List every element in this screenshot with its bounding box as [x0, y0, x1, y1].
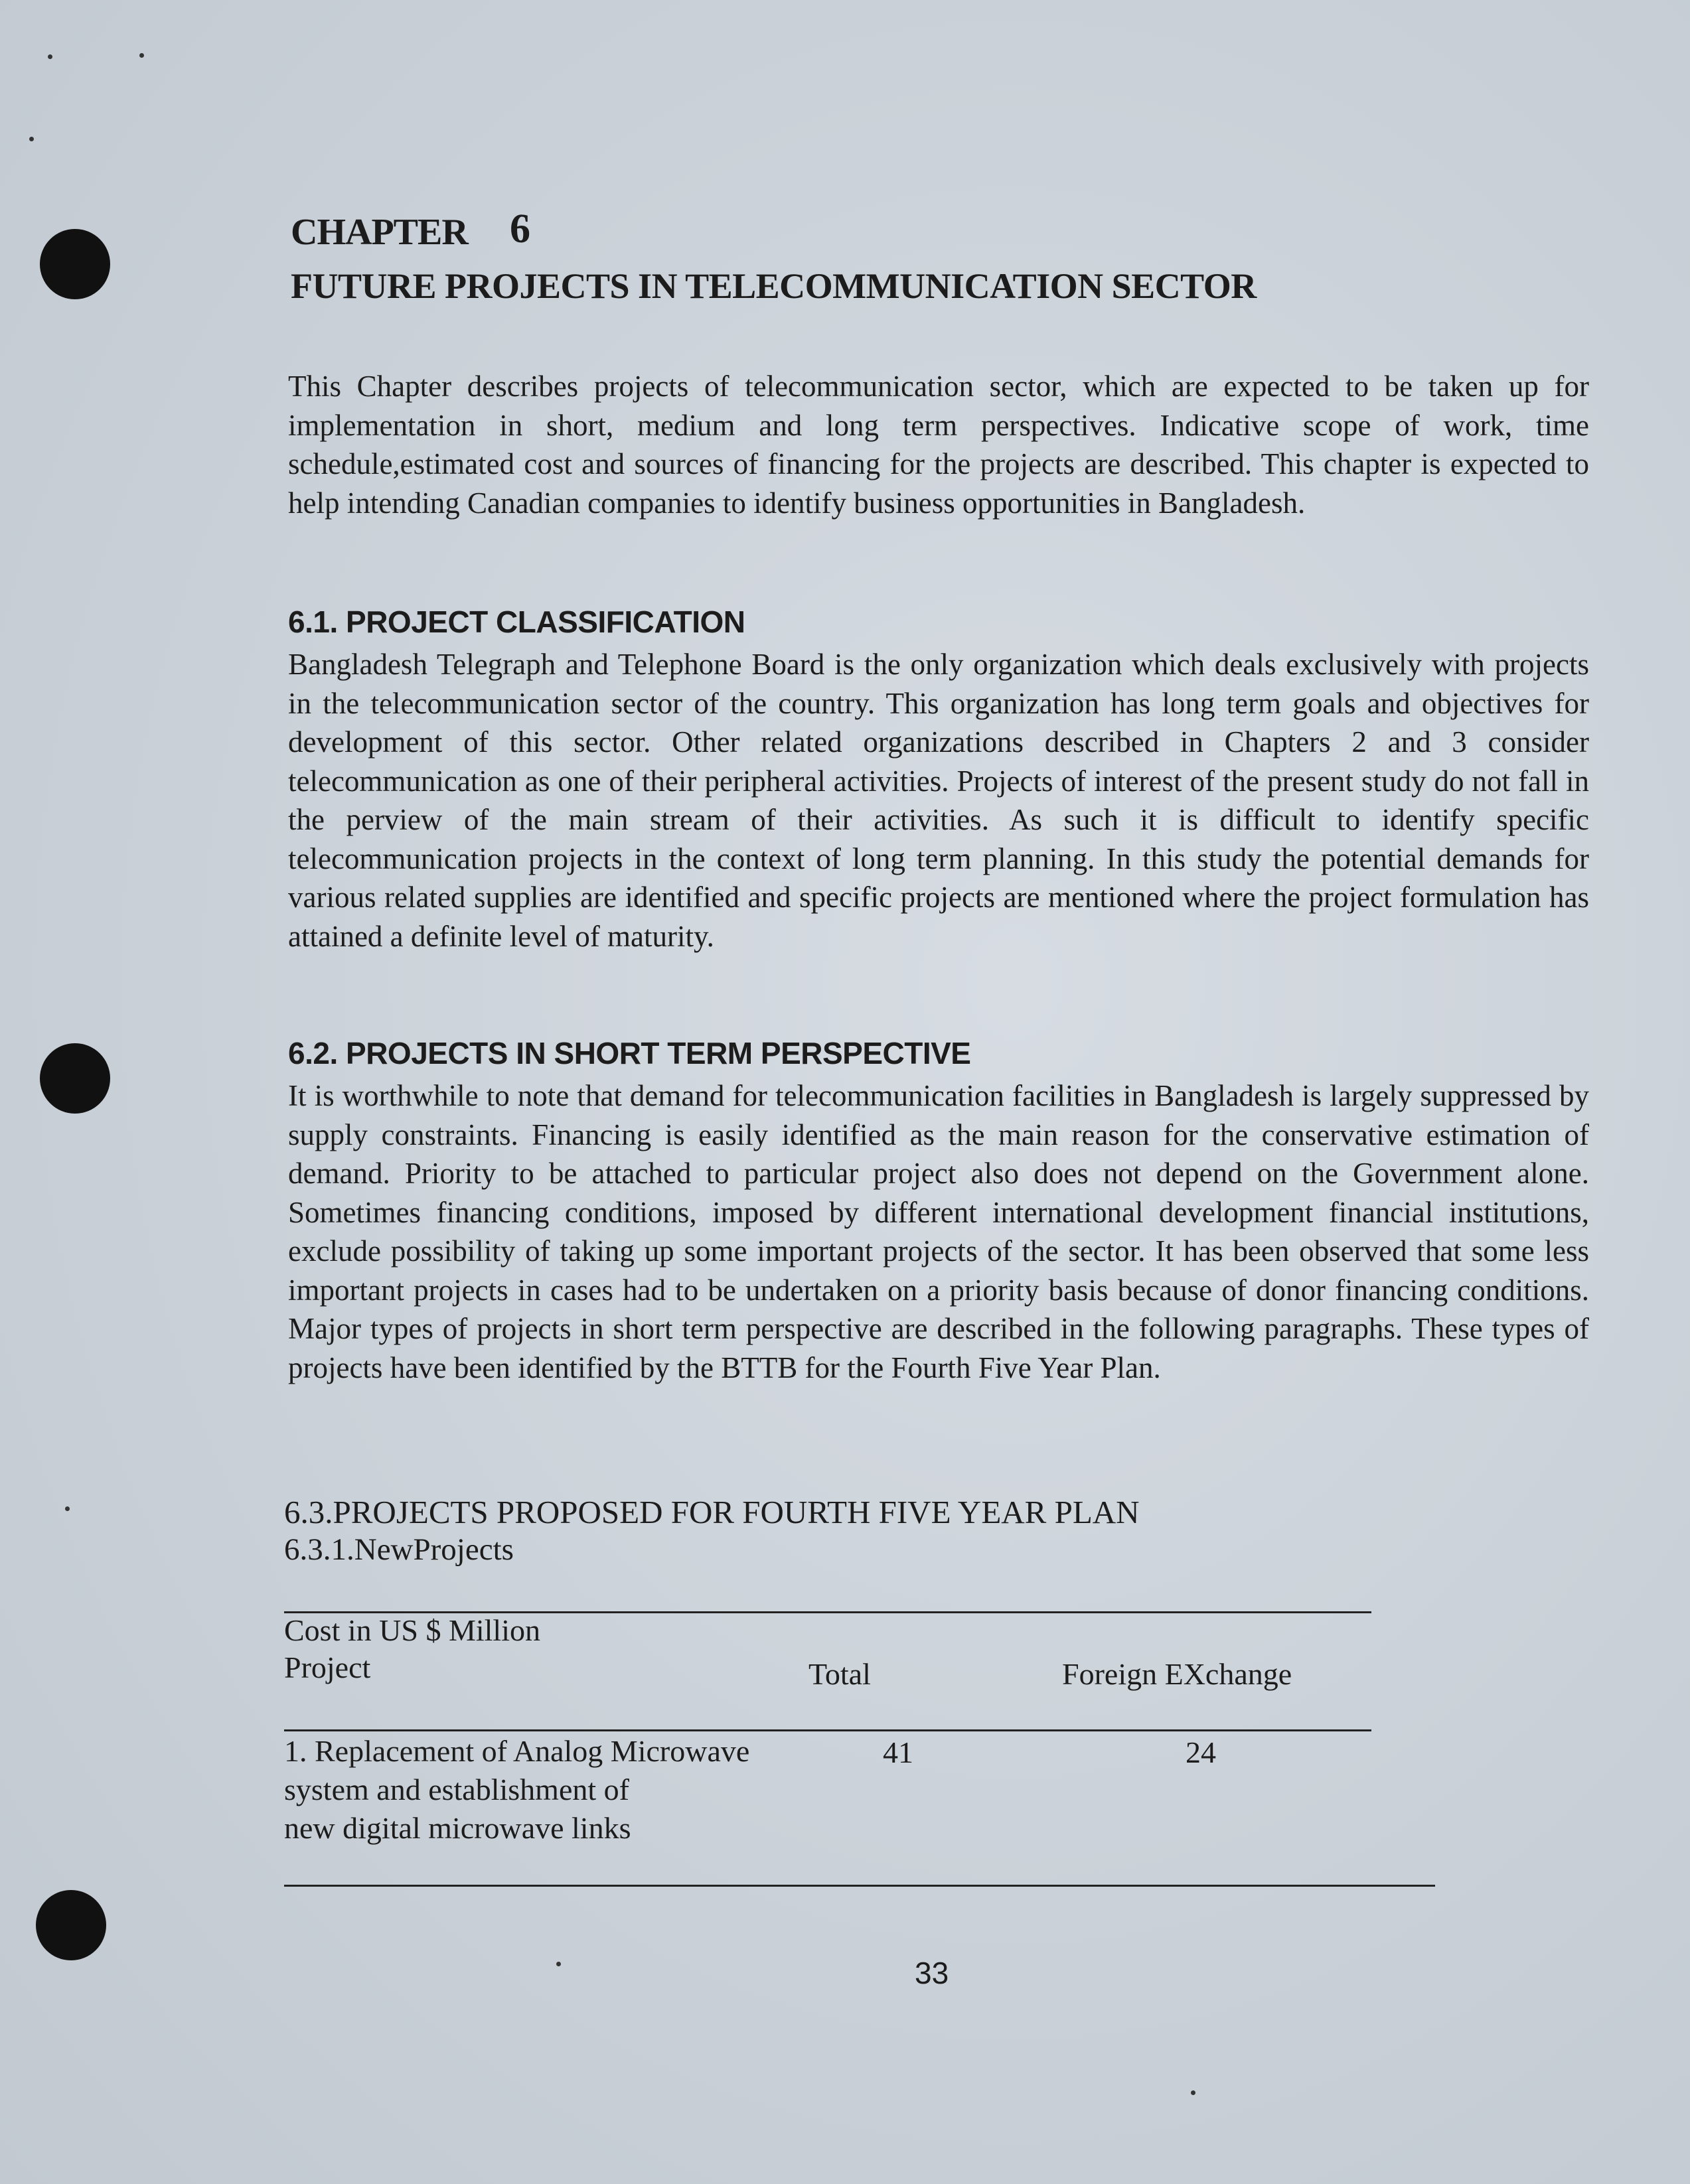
- page-number: 33: [915, 1956, 949, 1990]
- section-6-1-body: Bangladesh Telegraph and Telephone Board is the only organization which deals exclusively with projects in the telecommunication sector of the country. This organization has long term goals and objectives for development of this sector. Other related organizations described in Chapters 2 and 3 consider telecommunication as one of their peripheral activities. Projects of interest of the present study do not fall in the perview of the main stream of their activities. As such it is difficult to identify specific telecommunication projects in the context of long term planning. In this study the potential demands for various related supplies are identified and specific projects are mentioned where the project formulation has attained a definite level of maturity.: [288, 648, 1589, 953]
- table-header-project: Project: [284, 1650, 371, 1684]
- table-bottom-rule: [284, 1885, 1435, 1887]
- table-row-total: 41: [883, 1735, 913, 1769]
- chapter-title: FUTURE PROJECTS IN TELECOMMUNICATION SECTOR: [291, 266, 1257, 306]
- table-header-total: Total: [808, 1657, 871, 1691]
- paper-speck: [65, 1506, 70, 1511]
- chapter-number: 6: [510, 206, 530, 252]
- binder-hole-top: [40, 229, 110, 299]
- section-6-3-heading: 6.3.PROJECTS PROPOSED FOR FOURTH FIVE YEAR PLAN: [284, 1494, 1140, 1530]
- intro-paragraph: This Chapter describes projects of telecommunication sector, which are expected to be taken up for implementation in short, medium and long term perspectives. Indicative scope of work, time schedule,estimated cost and sources of financing for the projects are described. This chapter is expected to help intending Canadian companies to identify business opportunities in Bangladesh.: [288, 370, 1589, 520]
- binder-hole-bottom: [36, 1890, 106, 1960]
- paper-speck: [556, 1962, 561, 1966]
- section-6-1-heading: 6.1. PROJECT CLASSIFICATION: [288, 605, 745, 639]
- table-header-rule: [284, 1729, 1371, 1731]
- table-row-project-line: 1. Replacement of Analog Microwave: [284, 1734, 750, 1768]
- section-6-2-body: It is worthwhile to note that demand for telecommunication facilities in Bangladesh is largely suppressed by supply constraints. Financing is easily identified as the main reason for the conservative estimation of demand. Priority to be attached to particular project also does not depend on the Government alone. Sometimes financing conditions, imposed by different international development financial institutions, exclude possibility of taking up some important projects of the sector. It has been observed that some less important projects in cases had to be undertaken on a priority basis because of donor financing conditions. Major types of projects in short term perspective are described in the following paragraphs. These types of projects have been identified by the BTTB for the Fourth Five Year Plan.: [288, 1079, 1589, 1384]
- chapter-label: CHAPTER: [291, 212, 468, 253]
- table-row-foreign-exchange: 24: [1186, 1735, 1216, 1769]
- table-row-project-line: new digital microwave links: [284, 1811, 631, 1845]
- paper-speck: [139, 53, 144, 58]
- paper-speck: [29, 137, 34, 141]
- paper-speck: [1191, 2090, 1195, 2095]
- binder-hole-middle: [40, 1043, 110, 1114]
- table-caption: Cost in US $ Million: [284, 1613, 540, 1647]
- section-6-2-heading: 6.2. PROJECTS IN SHORT TERM PERSPECTIVE: [288, 1036, 971, 1070]
- table-row-project-line: system and establishment of: [284, 1773, 629, 1806]
- section-6-3-1-subheading: 6.3.1.NewProjects: [284, 1532, 514, 1567]
- table-header-foreign-exchange: Foreign EXchange: [1062, 1657, 1292, 1691]
- paper-speck: [48, 54, 52, 59]
